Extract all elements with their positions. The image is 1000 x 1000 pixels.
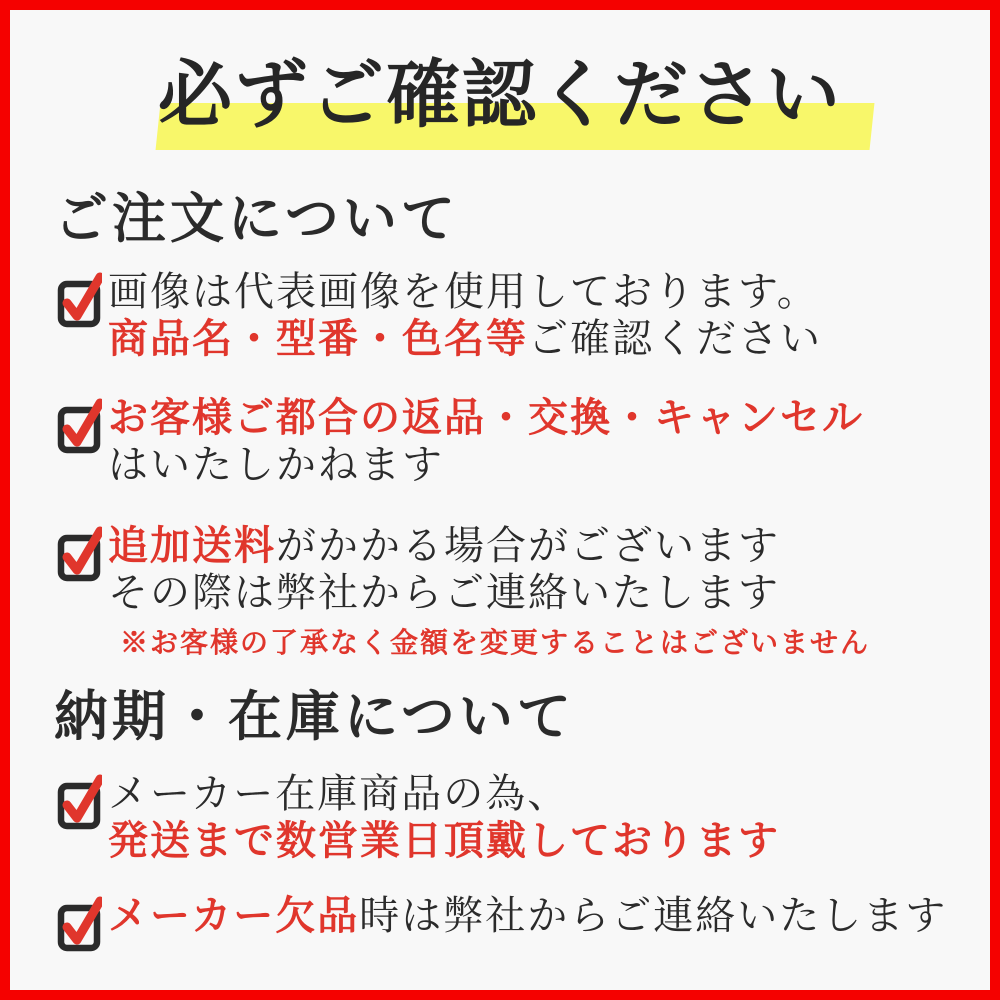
section-heading-order: ご注文について [54, 189, 459, 249]
checked-checkbox-icon [56, 396, 102, 454]
notice-footnote [108, 616, 870, 664]
notice-line [108, 770, 780, 817]
notice-item-text [108, 522, 870, 664]
text-segment: 画像は代表画像を使用しております。 [108, 269, 819, 314]
notice-item-representative-image [56, 268, 822, 362]
text-segment: 追加送料 [108, 523, 276, 568]
checked-checkbox-icon [56, 894, 102, 952]
notice-line [108, 817, 780, 864]
notice-item-text [108, 892, 947, 939]
notice-item-text [108, 770, 780, 864]
notice-line [108, 268, 822, 315]
page-title: 必ずご確認ください [158, 55, 842, 137]
text-segment: はいたしかねます [108, 442, 444, 487]
notice-line [108, 522, 870, 569]
notice-item-text [108, 268, 822, 362]
text-segment: メーカー在庫商品の為、 [108, 771, 570, 816]
text-segment: その際は弊社からご連絡いたします [108, 570, 780, 615]
text-segment: メーカー欠品 [108, 893, 360, 938]
checked-checkbox-icon [56, 772, 102, 830]
checked-checkbox-icon [56, 270, 102, 328]
notice-item-extra-shipping [56, 522, 870, 664]
section-heading-stock: 納期・在庫について [54, 687, 575, 747]
notice-item-maker-stock [56, 770, 780, 864]
notice-item-no-returns [56, 394, 864, 488]
text-segment: 商品名・型番・色名等 [108, 316, 528, 361]
notice-item-maker-shortage [56, 892, 947, 952]
notice-line [108, 441, 864, 488]
notice-line [108, 569, 870, 616]
text-segment: お客様ご都合の返品・交換・キャンセル [108, 395, 864, 440]
text-segment: 時は弊社からご連絡いたします [359, 893, 948, 938]
notice-line [108, 892, 947, 939]
text-segment: 発送まで数営業日頂戴しております [108, 818, 780, 863]
text-segment: ご確認ください [528, 316, 822, 361]
notice-line [108, 394, 864, 441]
notice-line [108, 315, 822, 362]
text-segment: がかかる場合がございます [276, 523, 780, 568]
text-segment: ※お客様の了承なく金額を変更することはございません [120, 628, 871, 659]
checked-checkbox-icon [56, 524, 102, 582]
notice-item-text [108, 394, 864, 488]
